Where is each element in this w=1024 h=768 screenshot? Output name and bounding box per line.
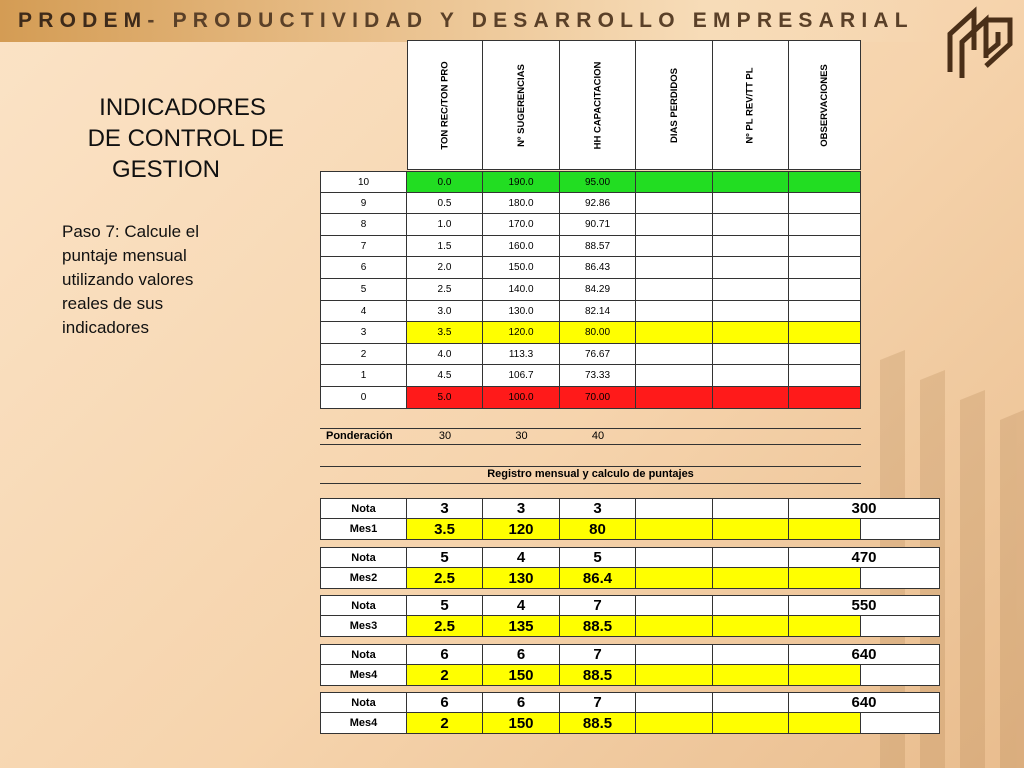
nota-label: Nota	[320, 547, 407, 568]
ponderacion-value: 40	[591, 430, 605, 442]
column-header	[560, 40, 636, 170]
real-value: 120	[483, 519, 560, 540]
scale-value-cell: 160.0	[483, 236, 560, 257]
scale-empty-cell	[636, 387, 713, 409]
scale-empty-cell	[789, 214, 861, 236]
real-empty	[789, 568, 861, 589]
scale-empty-cell	[789, 365, 861, 387]
column-header-label: DIAS PERDIDOS	[668, 67, 680, 143]
nota-value: 7	[560, 595, 636, 616]
scale-value-cell: 1.0	[407, 214, 483, 236]
scale-empty-cell	[636, 344, 713, 365]
scale-value-cell: 113.3	[483, 344, 560, 365]
scale-empty-cell	[636, 236, 713, 257]
real-empty	[713, 616, 789, 637]
scale-value-cell: 130.0	[483, 301, 560, 322]
real-value: 3.5	[407, 519, 483, 540]
score-cell: 7	[320, 236, 407, 257]
nota-empty	[636, 547, 713, 568]
title-line-2: DE CONTROL DE	[80, 125, 285, 152]
scale-empty-cell	[713, 301, 789, 322]
real-value: 80	[560, 519, 636, 540]
nota-value: 6	[407, 644, 483, 665]
step-instructions: Paso 7: Calcule el puntaje mensual utilizando valores reales de sus indicadores	[62, 222, 200, 337]
total-score: 300	[789, 498, 940, 519]
real-empty	[636, 568, 713, 589]
registro-top-line	[320, 466, 861, 467]
scale-empty-cell	[789, 236, 861, 257]
scale-value-cell: 140.0	[483, 279, 560, 301]
nota-value: 3	[407, 498, 483, 519]
scale-empty-cell	[789, 171, 861, 193]
nota-label: Nota	[320, 595, 407, 616]
column-header-label: HH CAPACITACION	[592, 61, 604, 149]
nota-empty	[713, 692, 789, 713]
nota-empty	[636, 498, 713, 519]
nota-value: 6	[407, 692, 483, 713]
scale-value-cell: 180.0	[483, 193, 560, 214]
title-line-1: INDICADORES	[99, 94, 266, 121]
real-value: 88.5	[560, 713, 636, 734]
header-bar	[0, 0, 940, 42]
prodem-logo-icon	[940, 4, 1020, 84]
scale-value-cell: 82.14	[560, 301, 636, 322]
scale-value-cell: 0.0	[407, 171, 483, 193]
scale-empty-cell	[789, 322, 861, 344]
nota-value: 5	[407, 547, 483, 568]
ponderacion-top-line	[320, 428, 861, 429]
scale-value-cell: 106.7	[483, 365, 560, 387]
nota-empty	[713, 498, 789, 519]
real-value: 2	[407, 713, 483, 734]
column-header	[713, 40, 789, 170]
scale-value-cell: 4.0	[407, 344, 483, 365]
scale-empty-cell	[713, 193, 789, 214]
scale-empty-cell	[636, 279, 713, 301]
scale-empty-cell	[636, 365, 713, 387]
real-empty	[636, 519, 713, 540]
column-header	[483, 40, 560, 170]
real-empty	[713, 713, 789, 734]
scale-value-cell: 90.71	[560, 214, 636, 236]
registro-title: Registro mensual y calculo de puntajes	[487, 468, 694, 480]
score-cell: 5	[320, 279, 407, 301]
column-header	[636, 40, 713, 170]
nota-label: Nota	[320, 644, 407, 665]
nota-empty	[713, 595, 789, 616]
month-label: Mes1	[320, 519, 407, 540]
scale-value-cell: 120.0	[483, 322, 560, 344]
real-value: 130	[483, 568, 560, 589]
real-empty	[636, 713, 713, 734]
title-line-3: GESTION	[112, 156, 221, 183]
column-header-label: OBSERVACIONES	[819, 63, 830, 147]
score-cell: 9	[320, 193, 407, 214]
nota-value: 4	[483, 595, 560, 616]
scale-empty-cell	[713, 279, 789, 301]
real-empty	[789, 713, 861, 734]
header-subtitle: - PRODUCTIVIDAD Y DESARROLLO EMPRESARIAL	[147, 9, 914, 32]
real-empty	[713, 519, 789, 540]
ponderacion-label: Ponderación	[326, 430, 393, 442]
real-empty	[713, 568, 789, 589]
nota-empty	[713, 644, 789, 665]
scale-empty-cell	[713, 214, 789, 236]
scale-value-cell: 92.86	[560, 193, 636, 214]
month-label: Mes3	[320, 616, 407, 637]
nota-empty	[713, 547, 789, 568]
scale-value-cell: 4.5	[407, 365, 483, 387]
scale-value-cell: 2.5	[407, 279, 483, 301]
scale-empty-cell	[636, 214, 713, 236]
scale-value-cell: 3.0	[407, 301, 483, 322]
scale-value-cell: 1.5	[407, 236, 483, 257]
real-value: 2.5	[407, 568, 483, 589]
column-header	[789, 40, 861, 170]
real-value: 88.5	[560, 616, 636, 637]
scale-value-cell: 5.0	[407, 387, 483, 409]
ponderacion-value: 30	[515, 430, 528, 442]
nota-value: 3	[483, 498, 560, 519]
real-total-empty	[861, 713, 940, 734]
nota-value: 6	[483, 692, 560, 713]
scale-empty-cell	[636, 257, 713, 279]
scale-value-cell: 150.0	[483, 257, 560, 279]
scale-empty-cell	[713, 322, 789, 344]
real-value: 2.5	[407, 616, 483, 637]
scale-value-cell: 73.33	[560, 365, 636, 387]
real-empty	[789, 616, 861, 637]
scale-empty-cell	[789, 387, 861, 409]
real-total-empty	[861, 568, 940, 589]
score-cell: 4	[320, 301, 407, 322]
real-value: 150	[483, 665, 560, 686]
scale-value-cell: 2.0	[407, 257, 483, 279]
nota-value: 4	[483, 547, 560, 568]
nota-value: 3	[560, 498, 636, 519]
real-value: 2	[407, 665, 483, 686]
score-cell: 6	[320, 257, 407, 279]
month-label: Mes4	[320, 713, 407, 734]
real-value: 88.5	[560, 665, 636, 686]
real-total-empty	[861, 519, 940, 540]
total-score: 470	[789, 547, 940, 568]
scale-empty-cell	[789, 344, 861, 365]
nota-label: Nota	[320, 692, 407, 713]
column-header-label: Nº SUGERENCIAS	[515, 63, 527, 147]
score-cell: 10	[320, 171, 407, 193]
scale-empty-cell	[636, 322, 713, 344]
score-cell: 0	[320, 387, 407, 409]
scale-empty-cell	[713, 257, 789, 279]
page-title	[60, 92, 305, 185]
indicators-table	[320, 40, 940, 740]
registro-bottom-line	[320, 483, 861, 484]
scale-empty-cell	[789, 279, 861, 301]
real-empty	[713, 665, 789, 686]
scale-empty-cell	[713, 344, 789, 365]
scale-empty-cell	[713, 387, 789, 409]
scale-empty-cell	[636, 193, 713, 214]
scale-empty-cell	[636, 171, 713, 193]
scale-empty-cell	[713, 236, 789, 257]
total-score: 640	[789, 644, 940, 665]
real-empty	[636, 616, 713, 637]
nota-value: 7	[560, 644, 636, 665]
nota-value: 5	[407, 595, 483, 616]
nota-empty	[636, 595, 713, 616]
ponderacion-value: 30	[438, 430, 452, 442]
nota-empty	[636, 644, 713, 665]
month-label: Mes4	[320, 665, 407, 686]
column-header-label: Nº PL REV/TT PL	[745, 66, 757, 144]
score-cell: 1	[320, 365, 407, 387]
real-value: 150	[483, 713, 560, 734]
scale-value-cell: 3.5	[407, 322, 483, 344]
nota-label: Nota	[320, 498, 407, 519]
scale-value-cell: 190.0	[483, 171, 560, 193]
score-cell: 3	[320, 322, 407, 344]
total-score: 640	[789, 692, 940, 713]
scale-value-cell: 76.67	[560, 344, 636, 365]
scale-value-cell: 170.0	[483, 214, 560, 236]
scale-value-cell: 100.0	[483, 387, 560, 409]
column-header-label: TON REC/TON PRO	[439, 60, 451, 150]
score-cell: 8	[320, 214, 407, 236]
scale-value-cell: 95.00	[560, 171, 636, 193]
total-score: 550	[789, 595, 940, 616]
nota-value: 5	[560, 547, 636, 568]
scale-value-cell: 86.43	[560, 257, 636, 279]
real-value: 135	[483, 616, 560, 637]
real-empty	[789, 519, 861, 540]
nota-empty	[636, 692, 713, 713]
nota-value: 6	[483, 644, 560, 665]
real-empty	[636, 665, 713, 686]
scale-empty-cell	[636, 301, 713, 322]
brand-name: PRODEM	[18, 9, 148, 32]
scale-value-cell: 80.00	[560, 322, 636, 344]
real-total-empty	[861, 616, 940, 637]
scale-empty-cell	[713, 171, 789, 193]
scale-empty-cell	[789, 301, 861, 322]
column-header	[407, 40, 483, 170]
scale-value-cell: 0.5	[407, 193, 483, 214]
month-label: Mes2	[320, 568, 407, 589]
real-empty	[789, 665, 861, 686]
real-total-empty	[861, 665, 940, 686]
scale-empty-cell	[713, 365, 789, 387]
scale-value-cell: 70.00	[560, 387, 636, 409]
scale-empty-cell	[789, 193, 861, 214]
nota-value: 7	[560, 692, 636, 713]
scale-empty-cell	[789, 257, 861, 279]
ponderacion-bottom-line	[320, 444, 861, 445]
scale-value-cell: 88.57	[560, 236, 636, 257]
real-value: 86.4	[560, 568, 636, 589]
scale-value-cell: 84.29	[560, 279, 636, 301]
score-cell: 2	[320, 344, 407, 365]
